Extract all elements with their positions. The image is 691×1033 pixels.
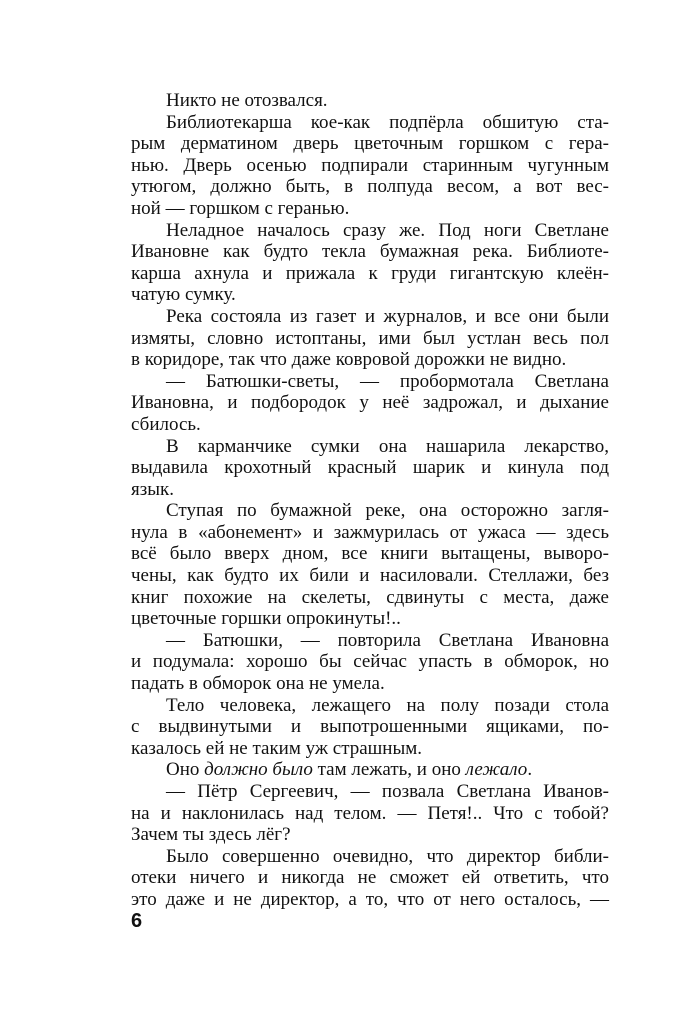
text-line: ной — горшком с геранью. <box>131 197 350 219</box>
text-line: нью. Дверь осенью подпирали старинным чугунным <box>131 154 609 176</box>
text-line: всё было вверх дном, все книги вытащены, выворо- <box>131 543 609 565</box>
text-line: Ступая по бумажной реке, она осторожно загля- <box>166 500 609 522</box>
text-line: это даже и не директор, а то, что от него осталось, — <box>131 888 609 910</box>
italic-fragment: должно было <box>204 759 313 781</box>
text-line: на и наклонилась над телом. — Петя!.. Что с тобой? <box>131 802 609 824</box>
text-line: и подумала: хорошо бы сейчас упасть в обморок, но <box>131 651 609 673</box>
text-line: В карманчике сумки она нашарила лекарство, <box>166 435 609 457</box>
italic-fragment: лежало <box>465 759 528 781</box>
text-line: рым дерматином дверь цветочным горшком с гера- <box>131 133 609 155</box>
text-line: чены, как будто их били и насиловали. Стеллажи, без <box>131 565 609 587</box>
text-line: утюгом, должно быть, в полпуда весом, а вот вес- <box>131 176 609 198</box>
text-line: Река состояла из газет и журналов, и все они были <box>166 305 609 327</box>
text-line: чатую сумку. <box>131 284 236 306</box>
text-line: отеки ничего и никогда не сможет ей ответить, что <box>131 867 609 889</box>
text-line: Ивановна, и подбородок у неё задрожал, и дыхание <box>131 392 609 414</box>
text-line <box>131 759 609 781</box>
text-line: Библиотекарша кое-как подпёрла обшитую ста- <box>166 111 609 133</box>
text-line: падать в обморок она не умела. <box>131 673 385 695</box>
text-line: Зачем ты здесь лёг? <box>131 824 291 846</box>
text-line: — Батюшки, — повторила Светлана Ивановна <box>166 629 609 651</box>
body-text <box>131 90 609 911</box>
text-line: нула в «абонемент» и зажмурилась от ужаса — здесь <box>131 521 609 543</box>
text-line: Никто не отозвался. <box>166 90 328 111</box>
text-line: — Батюшки-светы, — пробормотала Светлана <box>166 370 609 392</box>
text-line: Ивановне как будто текла бумажная река. Библиоте- <box>131 241 609 263</box>
text-line: в коридоре, так что даже ковровой дорожки не видно. <box>131 349 567 371</box>
text-line: Было совершенно очевидно, что директор библи- <box>166 845 609 867</box>
text-fragment: там лежать, и оно <box>312 759 466 781</box>
text-line: карша ахнула и прижала к груди гигантскую клеён- <box>131 262 609 284</box>
text-line: измяты, словно истоптаны, ими был устлан весь пол <box>131 327 609 349</box>
text-line: язык. <box>131 478 174 500</box>
text-line: сбилось. <box>131 413 201 435</box>
page-number: 6 <box>131 910 143 932</box>
text-line: — Пётр Сергеевич, — позвала Светлана Иванов- <box>166 781 609 802</box>
text-fragment: Оно <box>166 759 205 781</box>
text-line: книг похожие на скелеты, сдвинуты с места, даже <box>131 586 609 608</box>
text-line: Тело человека, лежащего на полу позади стола <box>166 694 609 716</box>
text-line: Неладное началось сразу же. Под ноги Светлане <box>166 219 609 241</box>
text-fragment: . <box>527 759 533 781</box>
text-line: казалось ей не таким уж страшным. <box>131 737 422 759</box>
text-line: выдавила крохотный красный шарик и кинула под <box>131 457 609 479</box>
text-line: с выдвинутыми и выпотрошенными ящиками, по- <box>131 716 609 738</box>
text-line: цветочные горшки опрокинуты!.. <box>131 608 401 630</box>
